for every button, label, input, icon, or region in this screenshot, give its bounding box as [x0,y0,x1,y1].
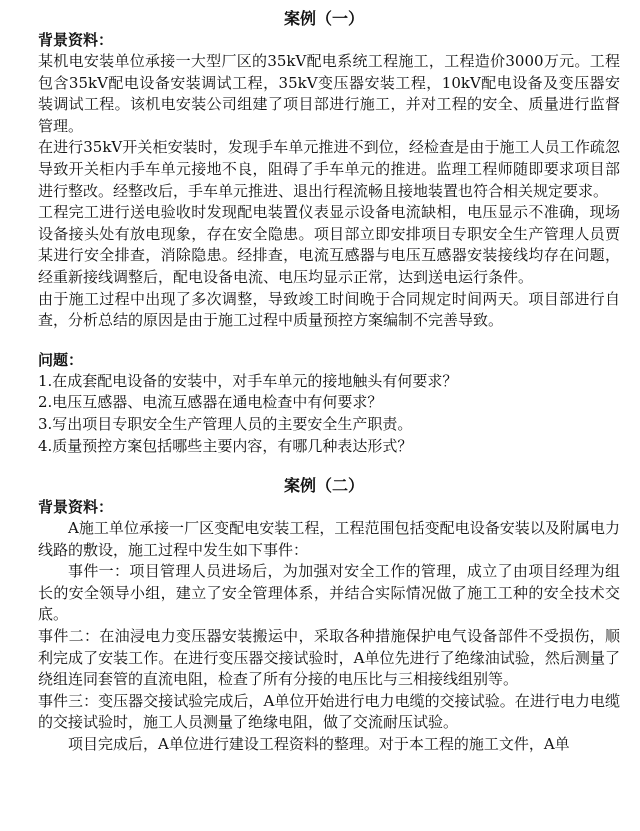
question-item: 4.质量预控方案包括哪些主要内容，有哪几种表达形式？ [38,436,413,455]
case1-question-list [38,371,620,457]
case1-paragraph-3: 工程完工进行送电验收时发现配电装置仪表显示设备电流缺相，电压显示不准确，现场设备接头处有放电现象，存在安全隐患。项目部立即安排项目专职安全生产管理人员贾某进行安全排查，消除隐患。经排查，电流互感器与电压互感器安装接线均存在问题，经重新接线调整后，配电设备电流、电压均显示正常，达到送电运行条件。 [38,203,620,286]
case2-paragraph-3: 事件二：在油浸电力变压器安装搬运中，采取各种措施保护电气设备部件不受损伤，顺利完成了安装工作。在进行变压器交接试验时，A单位先进行了绝缘油试验，然后测量了绕组连同套管的直流电阻，检查了所有分接的电压比与三相接线组别等。 [38,627,620,689]
case2-background-heading: 背景资料： [38,498,114,517]
question-item: 3.写出项目专职安全生产管理人员的主要安全生产职责。 [38,414,413,433]
question-item: 2.电压互感器、电流互感器在通电检查中有何要求？ [38,393,383,412]
case1-paragraph-2: 在进行35kV开关柜安装时，发现手车单元推进不到位，经检查是由于施工人员工作疏忽导致开关柜内手车单元接地不良，阻碍了手车单元的推进。监理工程师随即要求项目部进行整改。经整改后，手车单元推进、退出行程流畅且接地装置也符合相关规定要求。 [38,138,620,200]
case1-title: 案例（一） [283,9,364,28]
question-item: 1.在成套配电设备的安装中，对手车单元的接地触头有何要求？ [38,371,458,390]
case2-paragraph-4: 事件三：变压器交接试验完成后，A单位开始进行电力电缆的交接试验。在进行电力电缆的交接试验时，施工人员测量了绝缘电阻，做了交流耐压试验。 [38,691,620,732]
case1-paragraph-1: 某机电安装单位承接一大型厂区的35kV配电系统工程施工，工程造价3000万元。工程包含35kV配电设备安装调试工程，35kV变压器安装工程，10kV配电设备及变压器安装调试工程。该机电安装公司组建了项目部进行施工，并对工程的安全、质量进行监督管理。 [38,52,620,135]
case2-paragraph-1: A施工单位承接一厂区变配电安装工程，工程范围包括变配电设备安装以及附属电力线路的敷设，施工过程中发生如下事件： [38,519,620,559]
case1-paragraph-4: 由于施工过程中出现了多次调整，导致竣工时间晚于合同规定时间两天。项目部进行自查，分析总结的原因是由于施工过程中质量预控方案编制不完善导致。 [38,289,620,330]
spacer [38,332,620,350]
case1-background-heading: 背景资料： [38,31,114,49]
case1-questions-heading: 问题： [38,350,84,369]
case2-paragraph-5: 项目完成后，A单位进行建设工程资料的整理。对于本工程的施工文件，A单 [68,735,570,754]
case2-paragraph-2: 事件一：项目管理人员进场后，为加强对安全工作的管理，成立了由项目经理为组长的安全领导小组，建立了安全管理体系，并结合实际情况做了施工工种的安全技术交底。 [38,562,620,624]
spacer [38,457,620,475]
case2-title: 案例（二） [283,476,364,496]
